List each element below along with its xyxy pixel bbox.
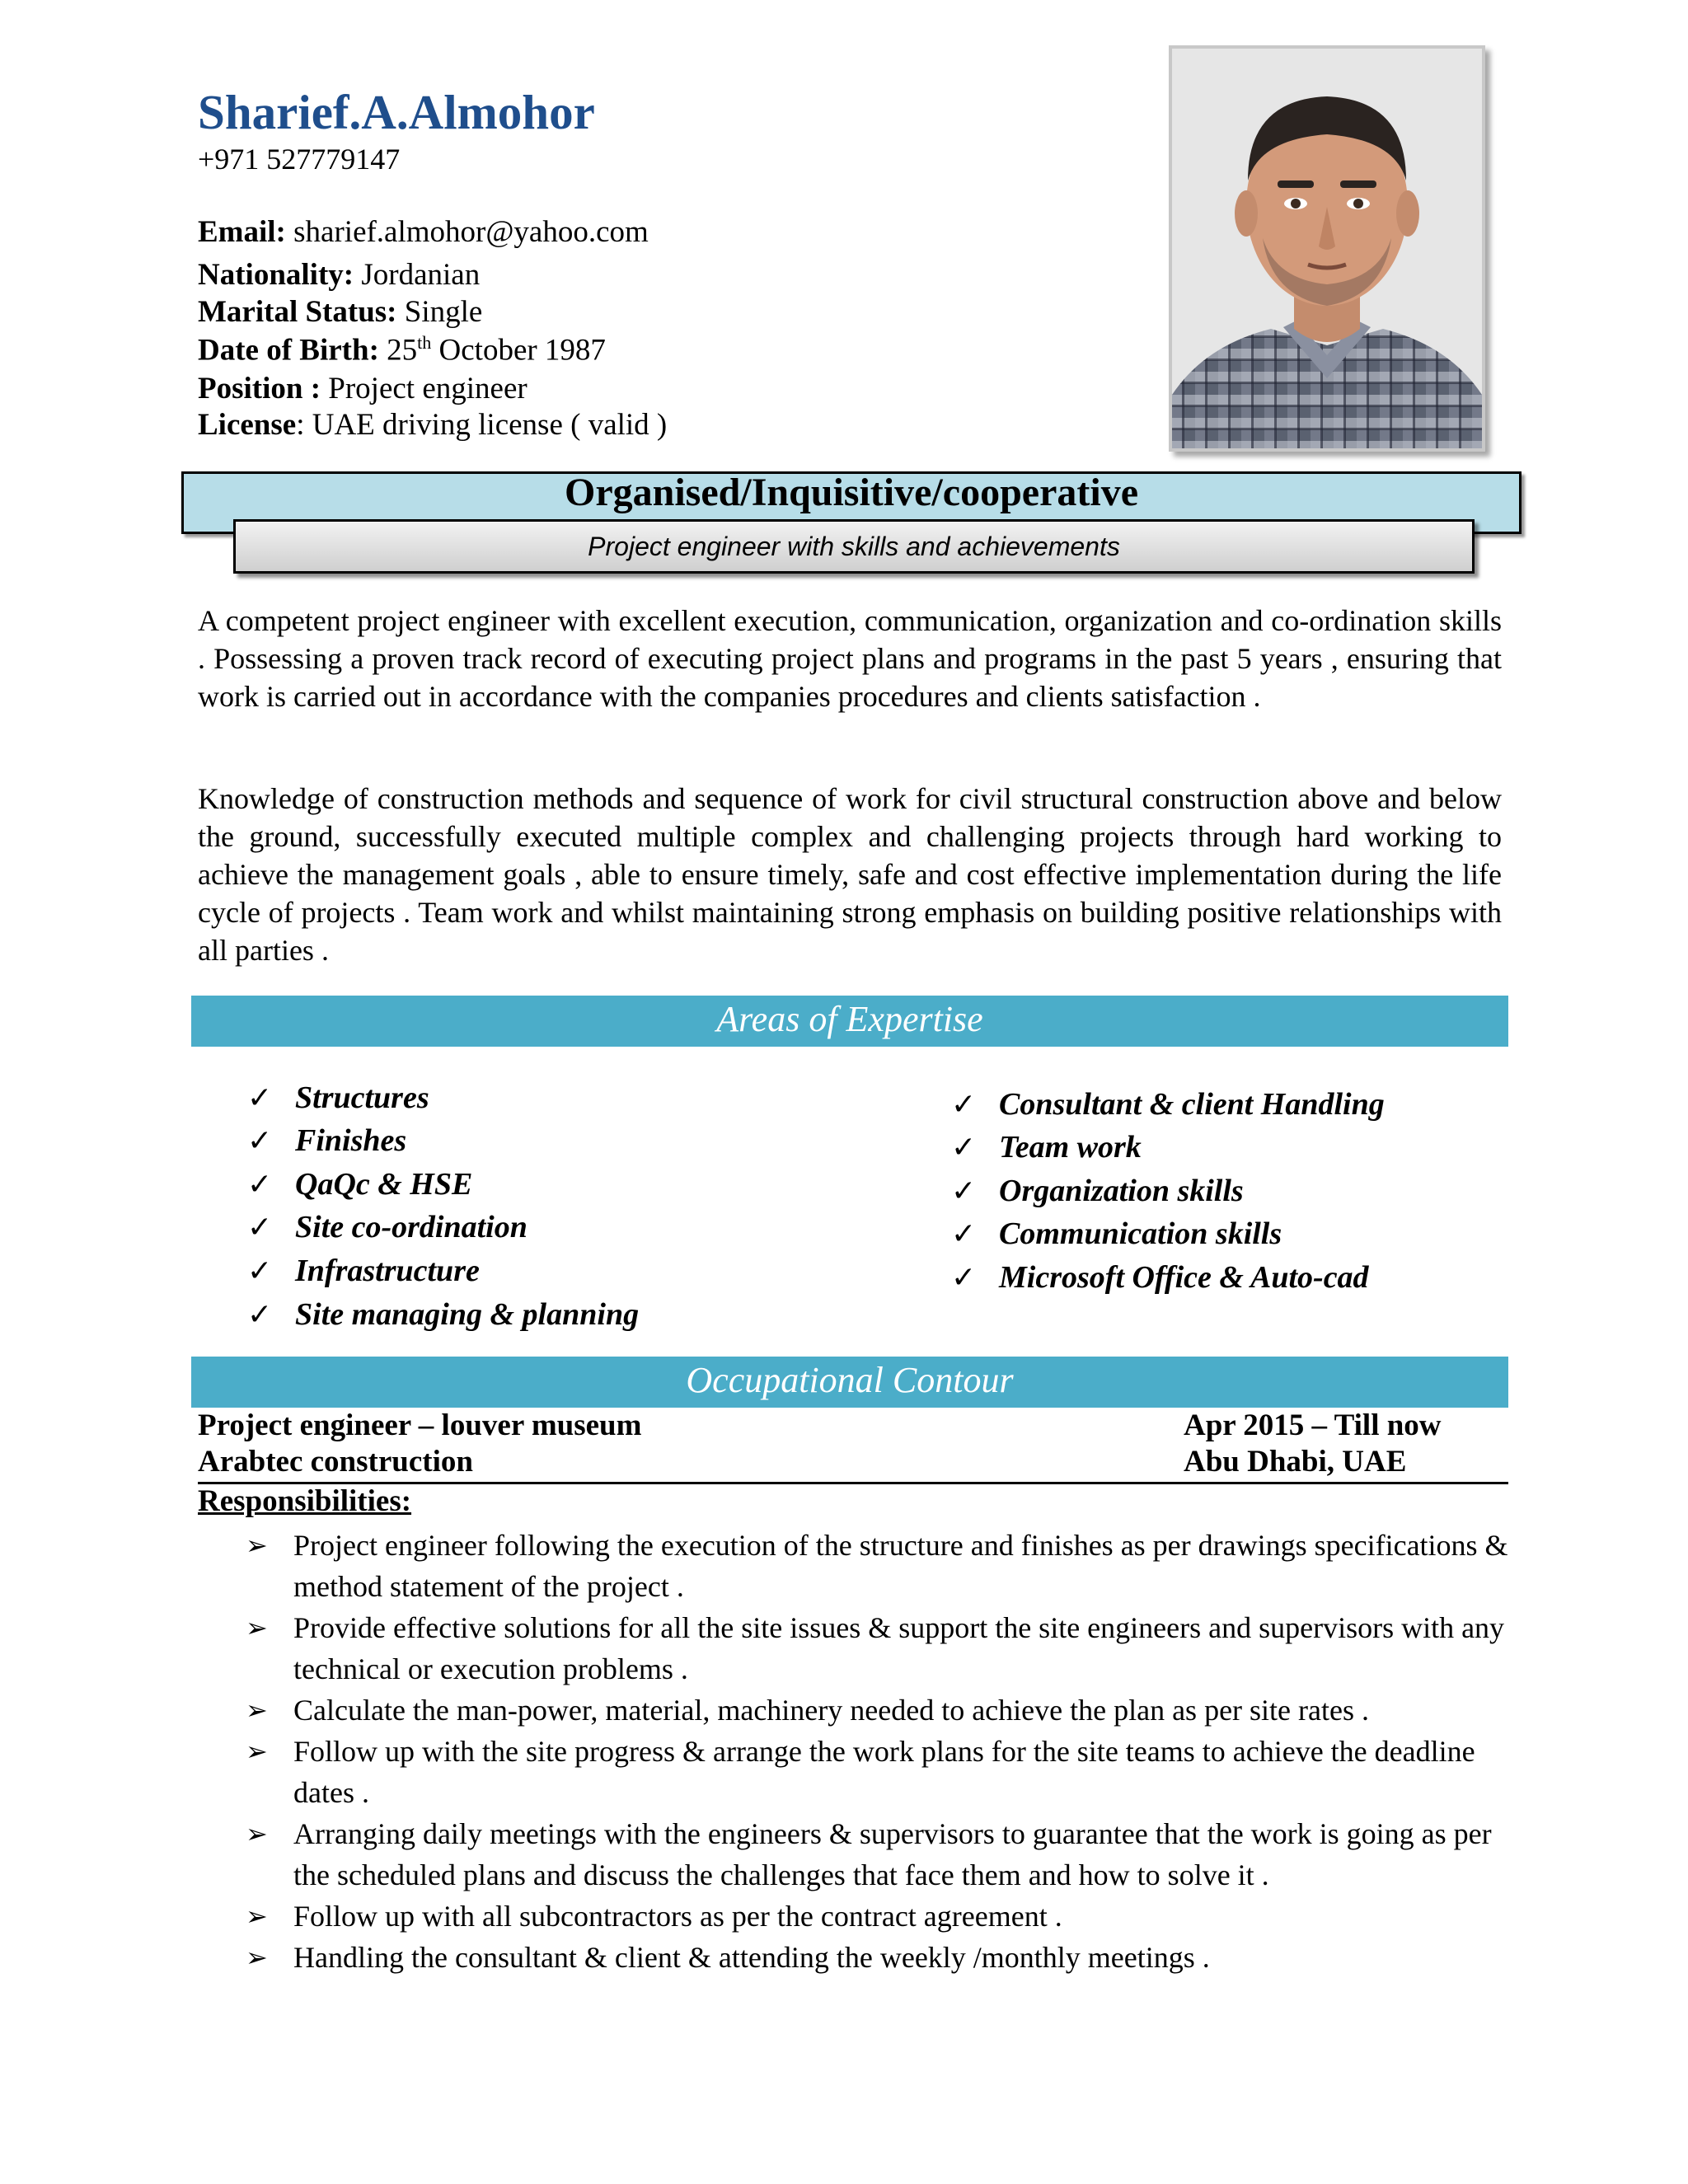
arrow-bullet-icon: ➢: [246, 1900, 268, 1932]
marital-label: Marital Status:: [198, 295, 397, 329]
marital-value: Single: [404, 295, 483, 329]
job-title: Project engineer – louver museum: [198, 1408, 642, 1442]
profile-photo-image: [1172, 49, 1482, 448]
expertise-item: ✓ Infrastructure: [247, 1254, 480, 1288]
license-line: [198, 407, 667, 443]
email-label: Email:: [198, 215, 286, 249]
headline-title: Organised/Inquisitive/cooperative: [565, 471, 1138, 514]
expertise-item: ✓ Organization skills: [951, 1174, 1244, 1208]
list-item: ➢ Project engineer following the execution of the structure and finishes as per drawings specifications & method statement of the project .: [246, 1525, 1515, 1607]
check-icon: ✓: [247, 1298, 273, 1332]
job-location: Abu Dhabi, UAE: [1184, 1445, 1407, 1479]
occupation-heading: Occupational Contour: [191, 1357, 1508, 1408]
email-value[interactable]: sharief.almohor@yahoo.com: [293, 215, 649, 249]
arrow-bullet-icon: ➢: [246, 1942, 268, 1973]
arrow-bullet-icon: ➢: [246, 1694, 268, 1726]
dob-suffix: th: [417, 332, 432, 353]
candidate-name: Sharief.A.Almohor: [198, 85, 595, 139]
list-item: ➢ Provide effective solutions for all the site issues & support the site engineers and supervisors with any technical or execution problems .: [246, 1607, 1515, 1690]
dob-label: Date of Birth:: [198, 333, 379, 368]
check-icon: ✓: [247, 1254, 273, 1288]
check-icon: ✓: [951, 1261, 977, 1295]
expertise-item: ✓ Site co-ordination: [247, 1210, 528, 1244]
expertise-item: ✓ Communication skills: [951, 1216, 1282, 1251]
summary-paragraph-2: Knowledge of construction methods and sequence of work for civil structural construction above and below the ground, successfully executed multiple complex and challenging projects through hard working to achieve the management goals , able to ensure timely, safe and cost effective implementation during the life cycle of projects . Team work and whilst maintaining strong emphasis on building positive relationships with all parties .: [198, 782, 1502, 967]
check-icon: ✓: [951, 1217, 977, 1251]
responsibilities-heading: Responsibilities:: [198, 1484, 412, 1518]
dob-line: [198, 332, 606, 368]
check-icon: ✓: [247, 1211, 273, 1244]
summary-paragraph-1: A competent project engineer with excellent execution, communication, organization and co-ordination skills . Possessing a proven track record of executing project plans and programs in the past 5 years , ensuring that work is carried out in accordance with the companies procedures and clients satisfaction .: [198, 604, 1502, 713]
check-icon: ✓: [247, 1081, 273, 1115]
check-icon: ✓: [951, 1088, 977, 1122]
phone-number: +971 527779147: [198, 143, 401, 176]
nationality-line: [198, 257, 480, 293]
license-value: : UAE driving license ( valid ): [296, 408, 668, 442]
expertise-item: ✓ QaQc & HSE: [247, 1167, 473, 1202]
dob-day: 25: [387, 333, 418, 368]
list-item: ➢ Handling the consultant & client & attending the weekly /monthly meetings .: [246, 1937, 1515, 1978]
list-item: ➢ Arranging daily meetings with the engineers & supervisors to guarantee that the work is going as per the scheduled plans and discuss the challenges that face them and how to solve it .: [246, 1813, 1515, 1896]
nationality-value: Jordanian: [361, 258, 481, 292]
position-value: Project engineer: [328, 372, 528, 405]
check-icon: ✓: [951, 1174, 977, 1208]
list-item: ➢ Follow up with the site progress & arrange the work plans for the site teams to achieve the deadline dates .: [246, 1731, 1515, 1813]
expertise-item: ✓ Finishes: [247, 1123, 407, 1158]
expertise-heading: Areas of Expertise: [191, 996, 1508, 1047]
expertise-item: ✓ Structures: [247, 1080, 429, 1115]
expertise-item: ✓ Site managing & planning: [247, 1297, 640, 1332]
arrow-bullet-icon: ➢: [246, 1736, 268, 1767]
position-label: Position :: [198, 372, 321, 405]
job-dates: Apr 2015 – Till now: [1184, 1408, 1442, 1442]
dob-rest: October 1987: [438, 333, 606, 368]
arrow-bullet-icon: ➢: [246, 1530, 268, 1561]
expertise-item: ✓ Team work: [951, 1130, 1142, 1165]
profile-photo: [1169, 45, 1485, 452]
list-item: ➢ Follow up with all subcontractors as per the contract agreement .: [246, 1896, 1515, 1937]
email-line: [198, 214, 649, 250]
company-name: Arabtec construction: [198, 1445, 473, 1479]
check-icon: ✓: [247, 1168, 273, 1202]
responsibilities-list: [246, 1525, 1515, 1978]
list-item: ➢ Calculate the man-power, material, machinery needed to achieve the plan as per site rates .: [246, 1690, 1515, 1731]
position-line: [198, 371, 528, 406]
expertise-item: ✓ Consultant & client Handling: [951, 1087, 1385, 1122]
check-icon: ✓: [951, 1131, 977, 1165]
license-label: License: [198, 408, 297, 442]
marital-line: [198, 294, 482, 330]
expertise-item: ✓ Microsoft Office & Auto-cad: [951, 1260, 1369, 1295]
arrow-bullet-icon: ➢: [246, 1612, 268, 1643]
check-icon: ✓: [247, 1124, 273, 1158]
headline-subtitle: Project engineer with skills and achievements: [233, 519, 1475, 574]
nationality-label: Nationality:: [198, 258, 354, 292]
arrow-bullet-icon: ➢: [246, 1818, 268, 1849]
